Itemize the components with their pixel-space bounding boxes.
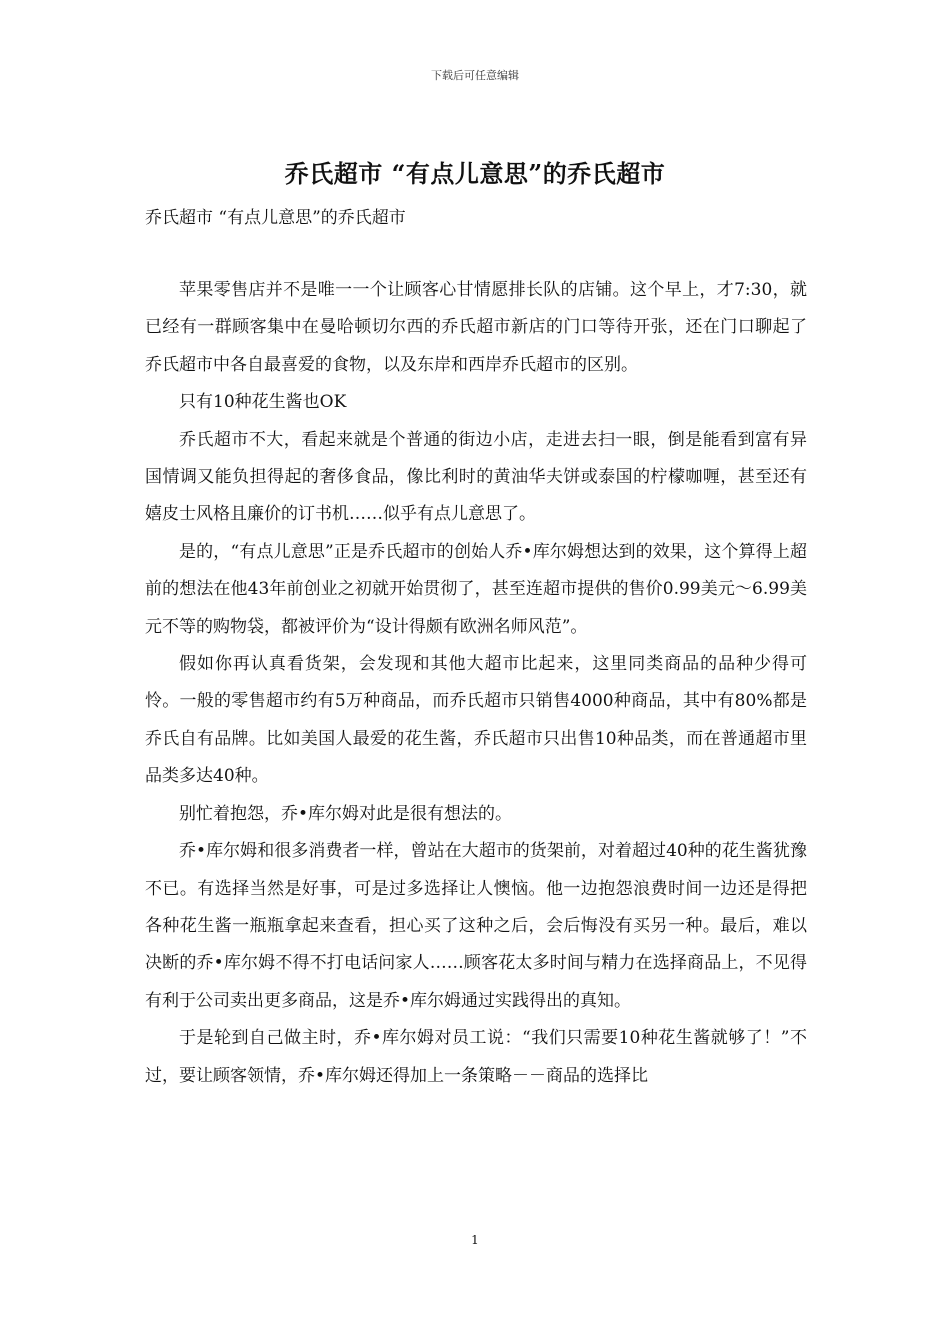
section-heading: 只有10种花生酱也OK	[179, 392, 347, 413]
paragraph: 于是轮到自己做主时，乔•库尔姆对员工说：“我们只需要10种花生酱就够了！”不过，要让顾客领情，乔•库尔姆还得加上一条策略－－商品的选择比	[145, 1028, 807, 1086]
paragraph: 假如你再认真看货架，会发现和其他大超市比起来，这里同类商品的品种少得可怜。一般的零售超市约有5万种商品，而乔氏超市只销售4000种商品，其中有80%都是乔氏自有品牌。比如美国人最爱的花生酱，乔氏超市只出售10种品类，而在普通超市里品类多达40种。	[145, 654, 807, 787]
page-number: 1	[471, 1233, 479, 1247]
article-subtitle: 乔氏超市 “有点儿意思”的乔氏超市	[145, 208, 406, 228]
paragraph: 乔氏超市不大，看起来就是个普通的街边小店，走进去扫一眼，倒是能看到富有异国情调又能负担得起的奢侈食品，像比利时的黄油华夫饼或泰国的柠檬咖喱，甚至还有嬉皮士风格且廉价的订书机……似乎有点儿意思了。	[145, 429, 807, 525]
paragraph: 是的，“有点儿意思”正是乔氏超市的创始人乔•库尔姆想达到的效果，这个算得上超前的想法在他43年前创业之初就开始贯彻了，甚至连超市提供的售价0.99美元～6.99美元不等的购物袋，都被评价为“设计得颇有欧洲名师风范”。	[145, 541, 807, 637]
paragraph: 乔•库尔姆和很多消费者一样，曾站在大超市的货架前，对着超过40种的花生酱犹豫不已。有选择当然是好事，可是过多选择让人懊恼。他一边抱怨浪费时间一边还是得把各种花生酱一瓶瓶拿起来查看，担心买了这种之后，会后悔没有买另一种。最后，难以决断的乔•库尔姆不得不打电话问家人……顾客花太多时间与精力在选择商品上，不见得有利于公司卖出更多商品，这是乔•库尔姆通过实践得出的真知。	[145, 841, 807, 1011]
paragraph-intro: 苹果零售店并不是唯一一个让顾客心甘情愿排长队的店铺。这个早上，才7:30，就已经有一群顾客集中在曼哈顿切尔西的乔氏超市新店的门口等待开张，还在门口聊起了乔氏超市中各自最喜爱的食物，以及东岸和西岸乔氏超市的区别。	[145, 280, 807, 375]
article-body	[145, 272, 807, 1095]
page-title: 乔氏超市 “有点儿意思”的乔氏超市	[284, 159, 666, 188]
page-header-note: 下载后可任意编辑	[431, 69, 519, 82]
paragraph: 别忙着抱怨，乔•库尔姆对此是很有想法的。	[179, 803, 513, 824]
